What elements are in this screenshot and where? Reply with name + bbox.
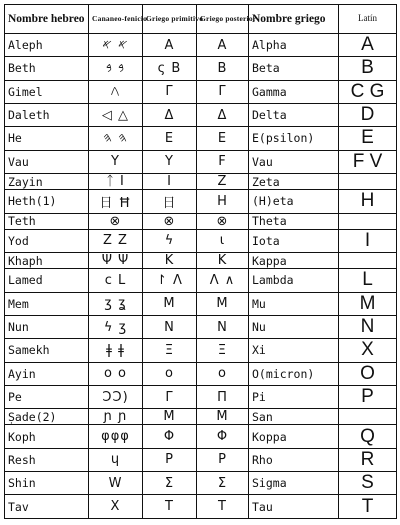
canaanite-glyph-cell: 日 Ħ (89, 190, 143, 213)
greek-name-cell: Alpha (249, 34, 339, 57)
hebrew-name-cell: Ayin (5, 362, 89, 385)
alphabet-table (4, 4, 397, 519)
canaanite-glyph-cell: ʒ ʓ (89, 292, 143, 315)
greek-late-glyph-cell: ι (197, 229, 249, 252)
table-row (5, 127, 397, 150)
canaanite-glyph-cell: o o (89, 362, 143, 385)
greek-early-glyph-cell: Γ (143, 80, 197, 103)
canaanite-glyph-cell: ϲ L (89, 269, 143, 292)
latin-letter-cell: N (339, 315, 397, 338)
greek-late-glyph-cell: Λ ∧ (197, 269, 249, 292)
canaanite-glyph-cell: 𐤀 𐤀 (89, 34, 143, 57)
latin-letter-cell: L (339, 269, 397, 292)
canaanite-glyph-cell: Z Z (89, 229, 143, 252)
hebrew-name-cell: Nun (5, 315, 89, 338)
greek-early-glyph-cell: T (143, 495, 197, 519)
greek-name-cell: San (249, 409, 339, 425)
latin-letter-cell: R (339, 448, 397, 471)
hebrew-name-cell: Aleph (5, 34, 89, 57)
hebrew-name-cell: Gimel (5, 80, 89, 103)
canaanite-glyph-cell: ᛏ I (89, 173, 143, 189)
latin-letter-cell: S (339, 472, 397, 495)
greek-late-glyph-cell: P (197, 448, 249, 471)
canaanite-glyph-cell: ϟ ʒ (89, 315, 143, 338)
hebrew-name-cell: Khaph (5, 253, 89, 269)
header-greek-name: Nombre griego (249, 5, 339, 34)
table-row (5, 448, 397, 471)
canaanite-glyph-cell: ɥ (89, 448, 143, 471)
header-canaanite: Cananeo-fenicio (89, 5, 143, 34)
hebrew-name-cell: Yod (5, 229, 89, 252)
greek-name-cell: Mu (249, 292, 339, 315)
canaanite-glyph-cell: ϽϽ) (89, 385, 143, 408)
hebrew-name-cell: Beth (5, 57, 89, 80)
hebrew-name-cell: Resh (5, 448, 89, 471)
greek-name-cell: Kappa (249, 253, 339, 269)
hebrew-name-cell: Samekh (5, 339, 89, 362)
hebrew-name-cell: Zayin (5, 173, 89, 189)
table-row (5, 57, 397, 80)
greek-name-cell: Gamma (249, 80, 339, 103)
table-row (5, 315, 397, 338)
greek-name-cell: Zeta (249, 173, 339, 189)
canaanite-glyph-cell: W (89, 472, 143, 495)
greek-late-glyph-cell: Ε (197, 127, 249, 150)
greek-name-cell: Lambda (249, 269, 339, 292)
greek-late-glyph-cell: Α (197, 34, 249, 57)
greek-early-glyph-cell: o (143, 362, 197, 385)
greek-early-glyph-cell: Γ (143, 385, 197, 408)
header-greek-late: Griego posterior (197, 5, 249, 34)
greek-early-glyph-cell: ϟ (143, 229, 197, 252)
table-row (5, 385, 397, 408)
header-greek-early: Griego primitivo (143, 5, 197, 34)
hebrew-name-cell: Lamed (5, 269, 89, 292)
canaanite-glyph-cell: ◁ △ (89, 103, 143, 126)
greek-name-cell: Koppa (249, 425, 339, 448)
latin-letter-cell: F V (339, 150, 397, 173)
greek-early-glyph-cell: Δ (143, 103, 197, 126)
greek-early-glyph-cell: ↾ Λ (143, 269, 197, 292)
latin-letter-cell: D (339, 103, 397, 126)
canaanite-glyph-cell: 𐤁 𐤁 (89, 57, 143, 80)
hebrew-name-cell: Teth (5, 213, 89, 229)
greek-name-cell: Iota (249, 229, 339, 252)
table-row (5, 409, 397, 425)
alphabet-sheet (4, 4, 396, 519)
greek-name-cell: Theta (249, 213, 339, 229)
table-row (5, 472, 397, 495)
greek-late-glyph-cell: Π (197, 385, 249, 408)
greek-name-cell: Pi (249, 385, 339, 408)
greek-name-cell: (H)eta (249, 190, 339, 213)
greek-early-glyph-cell: K (143, 253, 197, 269)
canaanite-glyph-cell: ⊗ (89, 213, 143, 229)
table-row (5, 103, 397, 126)
table-row (5, 173, 397, 189)
canaanite-glyph-cell: 𐤂 (89, 80, 143, 103)
latin-letter-cell: I (339, 229, 397, 252)
table-row (5, 253, 397, 269)
greek-late-glyph-cell: K (197, 253, 249, 269)
greek-name-cell: Tau (249, 495, 339, 519)
canaanite-glyph-cell: 𐤄 𐤄 (89, 127, 143, 150)
table-row (5, 213, 397, 229)
canaanite-glyph-cell: ɲ ɲ (89, 409, 143, 425)
table-row (5, 150, 397, 173)
greek-late-glyph-cell: Γ (197, 80, 249, 103)
greek-late-glyph-cell: o (197, 362, 249, 385)
greek-late-glyph-cell: Η (197, 190, 249, 213)
latin-letter-cell: C G (339, 80, 397, 103)
latin-letter-cell: A (339, 34, 397, 57)
canaanite-glyph-cell: ǂ ǂ (89, 339, 143, 362)
hebrew-name-cell: Shin (5, 472, 89, 495)
greek-early-glyph-cell: Ν (143, 315, 197, 338)
canaanite-glyph-cell: φφφ (89, 425, 143, 448)
greek-late-glyph-cell: Δ (197, 103, 249, 126)
table-row (5, 269, 397, 292)
latin-letter-cell: O (339, 362, 397, 385)
greek-early-glyph-cell: 日 (143, 190, 197, 213)
greek-name-cell: E(psilon) (249, 127, 339, 150)
hebrew-name-cell: Koph (5, 425, 89, 448)
header-row (5, 5, 397, 34)
greek-name-cell: Rho (249, 448, 339, 471)
latin-letter-cell: E (339, 127, 397, 150)
greek-early-glyph-cell: Σ (143, 472, 197, 495)
canaanite-glyph-cell: Ψ Ψ (89, 253, 143, 269)
greek-late-glyph-cell: Β (197, 57, 249, 80)
greek-early-glyph-cell: Μ (143, 292, 197, 315)
greek-late-glyph-cell: Ν (197, 315, 249, 338)
hebrew-name-cell: Mem (5, 292, 89, 315)
table-row (5, 190, 397, 213)
hebrew-name-cell: Vau (5, 150, 89, 173)
greek-early-glyph-cell: Y (143, 150, 197, 173)
latin-letter-cell: B (339, 57, 397, 80)
greek-early-glyph-cell: I (143, 173, 197, 189)
greek-name-cell: O(micron) (249, 362, 339, 385)
hebrew-name-cell: Pe (5, 385, 89, 408)
table-row (5, 292, 397, 315)
table-row (5, 229, 397, 252)
table-row (5, 495, 397, 519)
table-row (5, 80, 397, 103)
latin-letter-cell (339, 253, 397, 269)
greek-late-glyph-cell: Σ (197, 472, 249, 495)
greek-late-glyph-cell: ⊗ (197, 213, 249, 229)
latin-letter-cell: Q (339, 425, 397, 448)
canaanite-glyph-cell: X (89, 495, 143, 519)
greek-late-glyph-cell: Ξ (197, 339, 249, 362)
hebrew-name-cell: Heth(1) (5, 190, 89, 213)
latin-letter-cell: H (339, 190, 397, 213)
latin-letter-cell: T (339, 495, 397, 519)
hebrew-name-cell: Tav (5, 495, 89, 519)
greek-early-glyph-cell: Α (143, 34, 197, 57)
greek-name-cell: Delta (249, 103, 339, 126)
greek-late-glyph-cell: T (197, 495, 249, 519)
table-body (5, 34, 397, 519)
hebrew-name-cell: He (5, 127, 89, 150)
header-hebrew-name: Nombre hebreo (5, 5, 89, 34)
hebrew-name-cell: Ṣade(2) (5, 409, 89, 425)
greek-early-glyph-cell: Ε (143, 127, 197, 150)
latin-letter-cell (339, 409, 397, 425)
header-latin: Latín (339, 5, 397, 34)
greek-early-glyph-cell: P (143, 448, 197, 471)
greek-name-cell: Vau (249, 150, 339, 173)
greek-late-glyph-cell: M (197, 409, 249, 425)
hebrew-name-cell: Daleth (5, 103, 89, 126)
greek-late-glyph-cell: Φ (197, 425, 249, 448)
greek-name-cell: Nu (249, 315, 339, 338)
table-row (5, 34, 397, 57)
table-row (5, 362, 397, 385)
latin-letter-cell (339, 173, 397, 189)
latin-letter-cell: M (339, 292, 397, 315)
latin-letter-cell (339, 213, 397, 229)
greek-name-cell: Xi (249, 339, 339, 362)
table-row (5, 339, 397, 362)
greek-late-glyph-cell: Ζ (197, 173, 249, 189)
greek-early-glyph-cell: ⊗ (143, 213, 197, 229)
greek-late-glyph-cell: Μ (197, 292, 249, 315)
latin-letter-cell: X (339, 339, 397, 362)
greek-early-glyph-cell: ς Β (143, 57, 197, 80)
greek-late-glyph-cell: Ϝ (197, 150, 249, 173)
greek-name-cell: Beta (249, 57, 339, 80)
greek-name-cell: Sigma (249, 472, 339, 495)
greek-early-glyph-cell: Φ (143, 425, 197, 448)
latin-letter-cell: P (339, 385, 397, 408)
greek-early-glyph-cell: Ξ (143, 339, 197, 362)
greek-early-glyph-cell: M (143, 409, 197, 425)
canaanite-glyph-cell: Y (89, 150, 143, 173)
table-row (5, 425, 397, 448)
